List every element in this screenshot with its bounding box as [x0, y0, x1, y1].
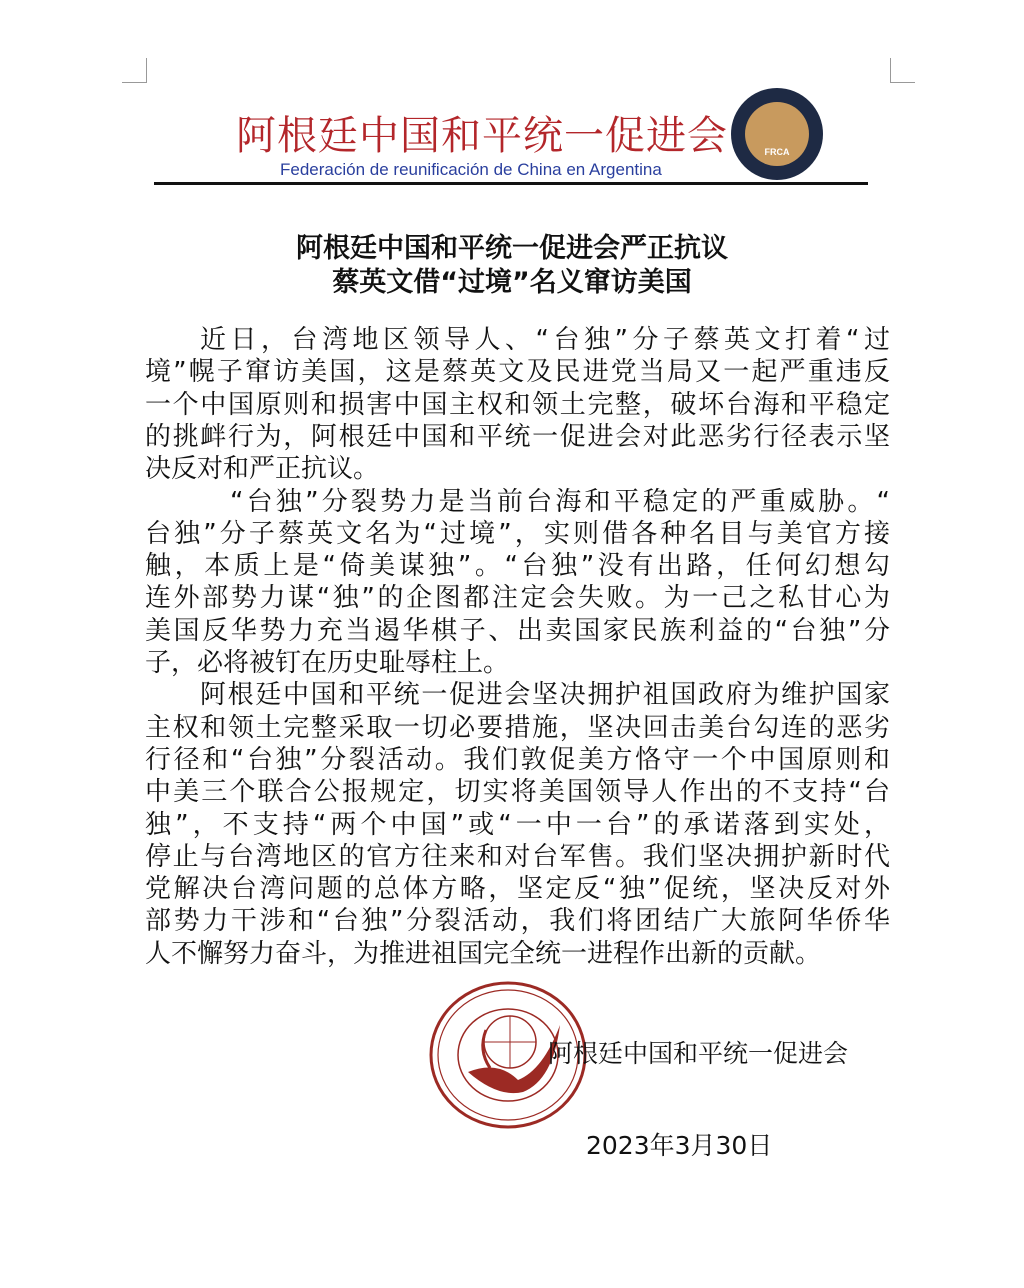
- heart-logo-icon: FRCA: [745, 102, 809, 166]
- document-title-line2: 蔡英文借“过境”名义窜访美国: [332, 267, 692, 298]
- body-text-line: 子，必将被钉在历史耻辱柱上。: [145, 648, 510, 678]
- body-text-line: 人不懈努力奋斗，为推进祖国完全统一进程作出新的贡献。: [145, 938, 822, 969]
- body-text-line: 中美三个联合公报规定，切实将美国领导人作出的不支持“台: [145, 777, 890, 808]
- body-text-line: 台独”分子蔡英文名为“过境”，实则借各种名目与美官方接: [145, 518, 890, 549]
- body-text-line: 连外部势力谋“独”的企图都注定会失败。为一己之私甘心为: [145, 583, 890, 614]
- body-text-line: “台独”分裂势力是当前台海和平稳定的严重威胁。“: [230, 486, 890, 517]
- page-corner-mark: [890, 58, 915, 83]
- body-text-line: 近日，台湾地区领导人、“台独”分子蔡英文打着“过: [200, 325, 890, 355]
- body-text-line: 行径和“台独”分裂活动。我们敦促美方恪守一个中国原则和: [145, 744, 890, 775]
- body-text-line: 一个中国原则和损害中国主权和领土完整，破坏台海和平稳定: [145, 389, 890, 420]
- body-text-line: 党解决台湾问题的总体方略，坚定反“独”促统，坚决反对外: [145, 874, 890, 905]
- body-text-line: 阿根廷中国和平统一促进会坚决拥护祖国政府为维护国家: [200, 680, 890, 711]
- page-corner-mark: [122, 58, 147, 83]
- document-title-line1: 阿根廷中国和平统一促进会严正抗议: [296, 233, 728, 264]
- letterhead-org-name-cn: 阿根廷中国和平统一促进会: [236, 113, 728, 159]
- document-date: 2023年3月30日: [586, 1131, 773, 1160]
- body-text-line: 触，本质上是“倚美谋独”。“台独”没有出路，任何幻想勾: [145, 551, 890, 582]
- body-text-line: 境”幌子窜访美国，这是蔡英文及民进党当局又一起严重违反: [145, 357, 890, 388]
- letterhead-org-name-es: Federación de reunificación de China en Argentina: [280, 160, 662, 179]
- signature-org-name: 阿根廷中国和平统一促进会: [548, 1039, 849, 1068]
- body-text-line: 主权和领土完整采取一切必要措施，坚决回击美台勾连的恶劣: [145, 712, 890, 743]
- organization-logo: [731, 88, 823, 180]
- body-text-line: 独”，不支持“两个中国”或“一中一台”的承诺落到实处，: [145, 809, 890, 840]
- body-text-line: 停止与台湾地区的官方往来和对台军售。我们坚决拥护新时代: [145, 841, 890, 872]
- body-text-line: 部势力干涉和“台独”分裂活动，我们将团结广大旅阿华侨华: [145, 906, 890, 937]
- body-text-line: 的挑衅行为，阿根廷中国和平统一促进会对此恶劣行径表示坚: [145, 421, 890, 452]
- body-text-line: 决反对和严正抗议。: [145, 454, 380, 485]
- body-text-line: 美国反华势力充当遏华棋子、出卖国家民族利益的“台独”分: [145, 615, 890, 646]
- letterhead-divider: [154, 182, 868, 185]
